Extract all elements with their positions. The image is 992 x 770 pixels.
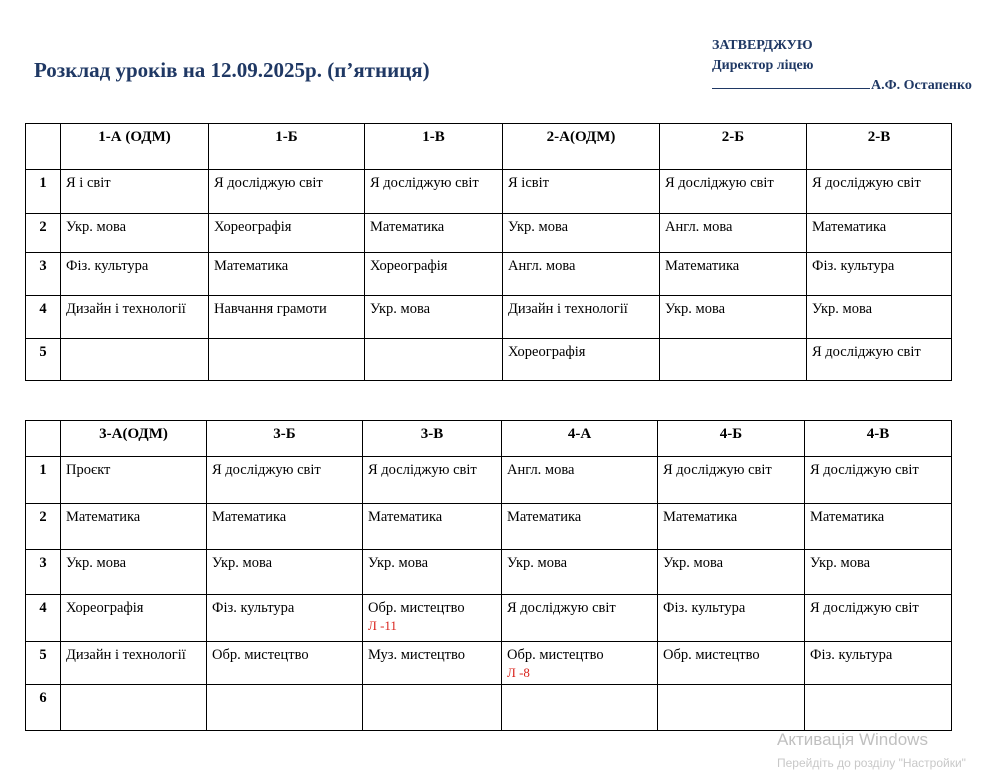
approval-signer: А.Ф. Остапенко: [871, 78, 972, 93]
lesson-cell: Фіз. культура: [805, 642, 952, 685]
lesson-cell: Математика: [660, 253, 807, 296]
lesson-number: 6: [26, 685, 61, 731]
table-row: [26, 550, 952, 595]
lesson-cell: Я досліджую світ: [207, 457, 363, 504]
lesson-cell: Укр. мова: [503, 214, 660, 253]
lesson-cell: Укр. мова: [363, 550, 502, 595]
lesson-cell: Укр. мова: [807, 296, 952, 339]
table-row: [26, 457, 952, 504]
table-row: [26, 504, 952, 550]
lesson-cell: Укр. мова: [207, 550, 363, 595]
header-row: [26, 124, 952, 170]
header-cell: 1-В: [365, 124, 503, 170]
lesson-cell: [209, 339, 365, 381]
table-row: [26, 339, 952, 381]
lesson-cell: [502, 642, 658, 685]
lesson-cell: Обр. мистецтво: [658, 642, 805, 685]
lesson-cell: [502, 685, 658, 731]
lesson-cell: Англ. мова: [503, 253, 660, 296]
lesson-cell: Я досліджую світ: [805, 595, 952, 642]
header-cell: 1-Б: [209, 124, 365, 170]
approval-signature: [712, 76, 972, 96]
lesson-cell: Я і світ: [61, 170, 209, 214]
lesson-cell: Англ. мова: [660, 214, 807, 253]
header-cell: 4-А: [502, 421, 658, 457]
lesson-cell: Математика: [365, 214, 503, 253]
lesson-cell: Дизайн і технології: [61, 296, 209, 339]
header-cell: 2-Б: [660, 124, 807, 170]
lesson-cell: [805, 685, 952, 731]
lesson-cell: Хореографія: [61, 595, 207, 642]
header-cell: 3-В: [363, 421, 502, 457]
header-cell: 2-А(ОДМ): [503, 124, 660, 170]
lesson-cell: Навчання грамоти: [209, 296, 365, 339]
lesson-cell: [365, 339, 503, 381]
lesson-cell: Проєкт: [61, 457, 207, 504]
header-row: [26, 421, 952, 457]
header-cell: [26, 124, 61, 170]
lesson-cell: Математика: [807, 214, 952, 253]
lesson-cell: Я досліджую світ: [660, 170, 807, 214]
lesson-cell: Укр. мова: [61, 214, 209, 253]
lesson-cell: Укр. мова: [61, 550, 207, 595]
header-cell: 1-А (ОДМ): [61, 124, 209, 170]
table-row: [26, 170, 952, 214]
lesson-cell: Фіз. культура: [658, 595, 805, 642]
lesson-cell: Дизайн і технології: [503, 296, 660, 339]
lesson-number: 3: [26, 253, 61, 296]
room-label: Л -8: [507, 665, 530, 680]
lesson-number: 1: [26, 457, 61, 504]
lesson-number: 5: [26, 642, 61, 685]
lesson-cell: Математика: [61, 504, 207, 550]
lesson-cell: [207, 685, 363, 731]
lesson-cell: [363, 595, 502, 642]
page-title: Розклад уроків на 12.09.2025р. (п’ятниця): [34, 58, 430, 82]
lesson-cell: Хореографія: [209, 214, 365, 253]
lesson-number: 2: [26, 504, 61, 550]
header-cell: 4-В: [805, 421, 952, 457]
lesson-cell: Математика: [207, 504, 363, 550]
lesson-number: 2: [26, 214, 61, 253]
lesson-cell: Обр. мистецтво: [207, 642, 363, 685]
lesson-cell: Я досліджую світ: [807, 170, 952, 214]
lesson-cell: Фіз. культура: [61, 253, 209, 296]
lesson-cell: [61, 685, 207, 731]
lesson-cell: Математика: [363, 504, 502, 550]
lesson-cell: Хореографія: [365, 253, 503, 296]
table-row: [26, 214, 952, 253]
lesson-cell: Математика: [658, 504, 805, 550]
header-cell: 3-А(ОДМ): [61, 421, 207, 457]
lesson-cell: Я досліджую світ: [209, 170, 365, 214]
lesson-cell: [363, 685, 502, 731]
lesson-number: 4: [26, 595, 61, 642]
approval-heading: ЗАТВЕРДЖУЮ: [712, 38, 813, 53]
lesson-cell: Я досліджую світ: [658, 457, 805, 504]
lesson-cell: [658, 685, 805, 731]
table-row: [26, 642, 952, 685]
windows-activation-hint: Перейдіть до розділу "Настройки": [777, 756, 966, 770]
lesson-cell: Дизайн і технології: [61, 642, 207, 685]
schedule-table-grades-3-4: [25, 420, 952, 731]
lesson-cell: Укр. мова: [658, 550, 805, 595]
lesson-subject: Обр. мистецтво: [507, 647, 604, 663]
lesson-cell: Укр. мова: [660, 296, 807, 339]
lesson-cell: Я ісвіт: [503, 170, 660, 214]
lesson-number: 5: [26, 339, 61, 381]
lesson-number: 3: [26, 550, 61, 595]
lesson-cell: Я досліджую світ: [502, 595, 658, 642]
lesson-cell: Фіз. культура: [207, 595, 363, 642]
lesson-cell: Укр. мова: [502, 550, 658, 595]
windows-activation-watermark: Активація Windows: [777, 730, 928, 749]
lesson-subject: Обр. мистецтво: [368, 600, 465, 616]
lesson-cell: Укр. мова: [365, 296, 503, 339]
table-row: [26, 595, 952, 642]
lesson-cell: Фіз. культура: [807, 253, 952, 296]
schedule-table-grades-1-2: [25, 123, 952, 381]
lesson-cell: Я досліджую світ: [365, 170, 503, 214]
lesson-number: 1: [26, 170, 61, 214]
table-row: [26, 253, 952, 296]
header-cell: 2-В: [807, 124, 952, 170]
lesson-cell: [61, 339, 209, 381]
signature-line: [712, 76, 870, 89]
header-cell: 4-Б: [658, 421, 805, 457]
table-row: [26, 296, 952, 339]
lesson-cell: Укр. мова: [805, 550, 952, 595]
lesson-cell: Математика: [502, 504, 658, 550]
header-cell: [26, 421, 61, 457]
lesson-cell: Хореографія: [503, 339, 660, 381]
header-cell: 3-Б: [207, 421, 363, 457]
approval-stamp: [712, 36, 972, 96]
lesson-cell: Я досліджую світ: [363, 457, 502, 504]
lesson-cell: Муз. мистецтво: [363, 642, 502, 685]
lesson-cell: Я досліджую світ: [805, 457, 952, 504]
lesson-cell: Математика: [805, 504, 952, 550]
lesson-cell: [660, 339, 807, 381]
approval-position: Директор ліцею: [712, 58, 814, 73]
lesson-number: 4: [26, 296, 61, 339]
room-label: Л -11: [368, 618, 397, 633]
lesson-cell: Англ. мова: [502, 457, 658, 504]
lesson-cell: Математика: [209, 253, 365, 296]
lesson-cell: Я досліджую світ: [807, 339, 952, 381]
table-row: [26, 685, 952, 731]
